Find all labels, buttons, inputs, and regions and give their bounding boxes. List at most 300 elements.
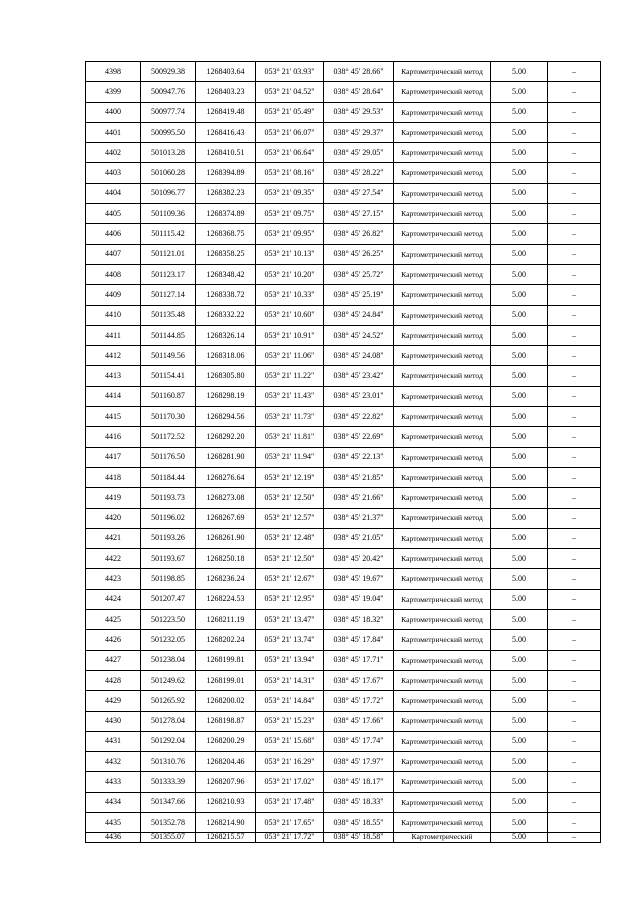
point-number-cell: 4418 bbox=[86, 467, 141, 487]
y-coordinate-cell: 1268419.48 bbox=[196, 102, 256, 122]
x-coordinate-cell: 501127.14 bbox=[141, 285, 196, 305]
table-row bbox=[86, 508, 601, 528]
accuracy-cell: 5.00 bbox=[491, 346, 548, 366]
x-coordinate-cell: 501115.42 bbox=[141, 224, 196, 244]
table-row bbox=[86, 589, 601, 609]
y-coordinate-cell: 1268200.29 bbox=[196, 731, 256, 751]
latitude-cell: 053° 21' 11.94" bbox=[256, 447, 324, 467]
note-cell: – bbox=[548, 630, 601, 650]
y-coordinate-cell: 1268199.01 bbox=[196, 670, 256, 690]
latitude-cell: 053° 21' 12.57" bbox=[256, 508, 324, 528]
x-coordinate-cell: 501207.47 bbox=[141, 589, 196, 609]
method-cell: Картометрический метод bbox=[394, 650, 491, 670]
latitude-cell: 053° 21' 09.75" bbox=[256, 204, 324, 224]
table-row bbox=[86, 427, 601, 447]
y-coordinate-cell: 1268410.51 bbox=[196, 143, 256, 163]
x-coordinate-cell: 501109.36 bbox=[141, 204, 196, 224]
latitude-cell: 053° 21' 16.29" bbox=[256, 752, 324, 772]
longitude-cell: 038° 45' 18.33" bbox=[324, 792, 394, 812]
accuracy-cell: 5.00 bbox=[491, 711, 548, 731]
x-coordinate-cell: 501193.73 bbox=[141, 488, 196, 508]
point-number-cell: 4415 bbox=[86, 407, 141, 427]
note-cell: – bbox=[548, 670, 601, 690]
method-cell: Картометрический метод bbox=[394, 792, 491, 812]
method-cell: Картометрический метод bbox=[394, 102, 491, 122]
method-cell: Картометрический метод bbox=[394, 812, 491, 832]
table-row bbox=[86, 163, 601, 183]
method-cell: Картометрический метод bbox=[394, 163, 491, 183]
latitude-cell: 053° 21' 11.81" bbox=[256, 427, 324, 447]
x-coordinate-cell: 501232.05 bbox=[141, 630, 196, 650]
method-cell: Картометрический метод bbox=[394, 488, 491, 508]
method-cell: Картометрический метод bbox=[394, 346, 491, 366]
longitude-cell: 038° 45' 28.64" bbox=[324, 82, 394, 102]
table-row bbox=[86, 285, 601, 305]
note-cell: – bbox=[548, 833, 601, 843]
table-row bbox=[86, 670, 601, 690]
x-coordinate-cell: 501160.87 bbox=[141, 386, 196, 406]
note-cell: – bbox=[548, 812, 601, 832]
x-coordinate-cell: 501265.92 bbox=[141, 691, 196, 711]
accuracy-cell: 5.00 bbox=[491, 812, 548, 832]
y-coordinate-cell: 1268204.46 bbox=[196, 752, 256, 772]
x-coordinate-cell: 500947.76 bbox=[141, 82, 196, 102]
y-coordinate-cell: 1268198.87 bbox=[196, 711, 256, 731]
method-cell: Картометрический метод bbox=[394, 508, 491, 528]
latitude-cell: 053° 21' 17.72" bbox=[256, 833, 324, 843]
longitude-cell: 038° 45' 18.58" bbox=[324, 833, 394, 843]
table-row bbox=[86, 752, 601, 772]
accuracy-cell: 5.00 bbox=[491, 792, 548, 812]
accuracy-cell: 5.00 bbox=[491, 407, 548, 427]
note-cell: – bbox=[548, 488, 601, 508]
table-row bbox=[86, 772, 601, 792]
latitude-cell: 053° 21' 12.67" bbox=[256, 569, 324, 589]
x-coordinate-cell: 501096.77 bbox=[141, 183, 196, 203]
y-coordinate-cell: 1268338.72 bbox=[196, 285, 256, 305]
table-row bbox=[86, 650, 601, 670]
point-number-cell: 4433 bbox=[86, 772, 141, 792]
longitude-cell: 038° 45' 17.71" bbox=[324, 650, 394, 670]
accuracy-cell: 5.00 bbox=[491, 549, 548, 569]
point-number-cell: 4398 bbox=[86, 62, 141, 82]
table-row bbox=[86, 711, 601, 731]
x-coordinate-cell: 501149.56 bbox=[141, 346, 196, 366]
point-number-cell: 4436 bbox=[86, 833, 141, 843]
y-coordinate-cell: 1268298.19 bbox=[196, 386, 256, 406]
point-number-cell: 4420 bbox=[86, 508, 141, 528]
note-cell: – bbox=[548, 305, 601, 325]
note-cell: – bbox=[548, 650, 601, 670]
table-row bbox=[86, 833, 601, 843]
note-cell: – bbox=[548, 610, 601, 630]
point-number-cell: 4414 bbox=[86, 386, 141, 406]
table-row bbox=[86, 264, 601, 284]
note-cell: – bbox=[548, 264, 601, 284]
latitude-cell: 053° 21' 11.43" bbox=[256, 386, 324, 406]
longitude-cell: 038° 45' 17.66" bbox=[324, 711, 394, 731]
y-coordinate-cell: 1268326.14 bbox=[196, 325, 256, 345]
point-number-cell: 4416 bbox=[86, 427, 141, 447]
y-coordinate-cell: 1268394.89 bbox=[196, 163, 256, 183]
longitude-cell: 038° 45' 28.66" bbox=[324, 62, 394, 82]
y-coordinate-cell: 1268416.43 bbox=[196, 122, 256, 142]
note-cell: – bbox=[548, 62, 601, 82]
point-number-cell: 4427 bbox=[86, 650, 141, 670]
method-cell: Картометрический метод bbox=[394, 467, 491, 487]
table-row bbox=[86, 528, 601, 548]
y-coordinate-cell: 1268261.90 bbox=[196, 528, 256, 548]
longitude-cell: 038° 45' 20.42" bbox=[324, 549, 394, 569]
y-coordinate-cell: 1268273.08 bbox=[196, 488, 256, 508]
method-cell: Картометрический bbox=[394, 833, 491, 843]
accuracy-cell: 5.00 bbox=[491, 508, 548, 528]
latitude-cell: 053° 21' 09.35" bbox=[256, 183, 324, 203]
x-coordinate-cell: 501292.04 bbox=[141, 731, 196, 751]
note-cell: – bbox=[548, 691, 601, 711]
accuracy-cell: 5.00 bbox=[491, 447, 548, 467]
accuracy-cell: 5.00 bbox=[491, 122, 548, 142]
longitude-cell: 038° 45' 28.22" bbox=[324, 163, 394, 183]
note-cell: – bbox=[548, 285, 601, 305]
table-row bbox=[86, 386, 601, 406]
y-coordinate-cell: 1268211.19 bbox=[196, 610, 256, 630]
accuracy-cell: 5.00 bbox=[491, 62, 548, 82]
x-coordinate-cell: 501176.50 bbox=[141, 447, 196, 467]
accuracy-cell: 5.00 bbox=[491, 244, 548, 264]
accuracy-cell: 5.00 bbox=[491, 386, 548, 406]
longitude-cell: 038° 45' 17.97" bbox=[324, 752, 394, 772]
table-row bbox=[86, 731, 601, 751]
table-row bbox=[86, 569, 601, 589]
y-coordinate-cell: 1268224.53 bbox=[196, 589, 256, 609]
x-coordinate-cell: 500995.50 bbox=[141, 122, 196, 142]
method-cell: Картометрический метод bbox=[394, 752, 491, 772]
longitude-cell: 038° 45' 26.82" bbox=[324, 224, 394, 244]
note-cell: – bbox=[548, 427, 601, 447]
y-coordinate-cell: 1268348.42 bbox=[196, 264, 256, 284]
note-cell: – bbox=[548, 386, 601, 406]
note-cell: – bbox=[548, 366, 601, 386]
point-number-cell: 4429 bbox=[86, 691, 141, 711]
note-cell: – bbox=[548, 467, 601, 487]
longitude-cell: 038° 45' 21.85" bbox=[324, 467, 394, 487]
method-cell: Картометрический метод bbox=[394, 264, 491, 284]
point-number-cell: 4425 bbox=[86, 610, 141, 630]
note-cell: – bbox=[548, 224, 601, 244]
accuracy-cell: 5.00 bbox=[491, 467, 548, 487]
longitude-cell: 038° 45' 19.67" bbox=[324, 569, 394, 589]
accuracy-cell: 5.00 bbox=[491, 650, 548, 670]
y-coordinate-cell: 1268294.56 bbox=[196, 407, 256, 427]
latitude-cell: 053° 21' 17.02" bbox=[256, 772, 324, 792]
point-number-cell: 4408 bbox=[86, 264, 141, 284]
longitude-cell: 038° 45' 29.37" bbox=[324, 122, 394, 142]
point-number-cell: 4407 bbox=[86, 244, 141, 264]
table-row bbox=[86, 82, 601, 102]
y-coordinate-cell: 1268210.93 bbox=[196, 792, 256, 812]
point-number-cell: 4409 bbox=[86, 285, 141, 305]
table-row bbox=[86, 792, 601, 812]
longitude-cell: 038° 45' 27.15" bbox=[324, 204, 394, 224]
longitude-cell: 038° 45' 25.72" bbox=[324, 264, 394, 284]
point-number-cell: 4431 bbox=[86, 731, 141, 751]
method-cell: Картометрический метод bbox=[394, 630, 491, 650]
point-number-cell: 4399 bbox=[86, 82, 141, 102]
latitude-cell: 053° 21' 10.20" bbox=[256, 264, 324, 284]
longitude-cell: 038° 45' 22.82" bbox=[324, 407, 394, 427]
latitude-cell: 053° 21' 10.33" bbox=[256, 285, 324, 305]
point-number-cell: 4404 bbox=[86, 183, 141, 203]
note-cell: – bbox=[548, 569, 601, 589]
method-cell: Картометрический метод bbox=[394, 610, 491, 630]
accuracy-cell: 5.00 bbox=[491, 163, 548, 183]
table-row bbox=[86, 204, 601, 224]
table-row bbox=[86, 366, 601, 386]
latitude-cell: 053° 21' 06.64" bbox=[256, 143, 324, 163]
point-number-cell: 4426 bbox=[86, 630, 141, 650]
accuracy-cell: 5.00 bbox=[491, 143, 548, 163]
note-cell: – bbox=[548, 752, 601, 772]
point-number-cell: 4403 bbox=[86, 163, 141, 183]
accuracy-cell: 5.00 bbox=[491, 224, 548, 244]
latitude-cell: 053° 21' 12.50" bbox=[256, 549, 324, 569]
point-number-cell: 4417 bbox=[86, 447, 141, 467]
point-number-cell: 4413 bbox=[86, 366, 141, 386]
y-coordinate-cell: 1268368.75 bbox=[196, 224, 256, 244]
longitude-cell: 038° 45' 17.84" bbox=[324, 630, 394, 650]
point-number-cell: 4423 bbox=[86, 569, 141, 589]
latitude-cell: 053° 21' 17.65" bbox=[256, 812, 324, 832]
x-coordinate-cell: 501013.28 bbox=[141, 143, 196, 163]
latitude-cell: 053° 21' 12.19" bbox=[256, 467, 324, 487]
table-row bbox=[86, 183, 601, 203]
accuracy-cell: 5.00 bbox=[491, 325, 548, 345]
x-coordinate-cell: 501060.28 bbox=[141, 163, 196, 183]
table-row bbox=[86, 62, 601, 82]
table-row bbox=[86, 488, 601, 508]
point-number-cell: 4434 bbox=[86, 792, 141, 812]
x-coordinate-cell: 501196.02 bbox=[141, 508, 196, 528]
accuracy-cell: 5.00 bbox=[491, 82, 548, 102]
accuracy-cell: 5.00 bbox=[491, 366, 548, 386]
x-coordinate-cell: 500929.38 bbox=[141, 62, 196, 82]
longitude-cell: 038° 45' 17.74" bbox=[324, 731, 394, 751]
longitude-cell: 038° 45' 18.55" bbox=[324, 812, 394, 832]
point-number-cell: 4400 bbox=[86, 102, 141, 122]
latitude-cell: 053° 21' 04.52" bbox=[256, 82, 324, 102]
method-cell: Картометрический метод bbox=[394, 62, 491, 82]
latitude-cell: 053° 21' 17.48" bbox=[256, 792, 324, 812]
point-number-cell: 4424 bbox=[86, 589, 141, 609]
accuracy-cell: 5.00 bbox=[491, 691, 548, 711]
latitude-cell: 053° 21' 12.48" bbox=[256, 528, 324, 548]
method-cell: Картометрический метод bbox=[394, 224, 491, 244]
latitude-cell: 053° 21' 13.94" bbox=[256, 650, 324, 670]
method-cell: Картометрический метод bbox=[394, 427, 491, 447]
note-cell: – bbox=[548, 143, 601, 163]
note-cell: – bbox=[548, 346, 601, 366]
longitude-cell: 038° 45' 21.37" bbox=[324, 508, 394, 528]
note-cell: – bbox=[548, 82, 601, 102]
x-coordinate-cell: 501144.85 bbox=[141, 325, 196, 345]
y-coordinate-cell: 1268236.24 bbox=[196, 569, 256, 589]
latitude-cell: 053° 21' 15.68" bbox=[256, 731, 324, 751]
accuracy-cell: 5.00 bbox=[491, 264, 548, 284]
latitude-cell: 053° 21' 13.47" bbox=[256, 610, 324, 630]
accuracy-cell: 5.00 bbox=[491, 752, 548, 772]
point-number-cell: 4401 bbox=[86, 122, 141, 142]
latitude-cell: 053° 21' 03.93" bbox=[256, 62, 324, 82]
method-cell: Картометрический метод bbox=[394, 285, 491, 305]
table-row bbox=[86, 610, 601, 630]
note-cell: – bbox=[548, 122, 601, 142]
longitude-cell: 038° 45' 17.72" bbox=[324, 691, 394, 711]
note-cell: – bbox=[548, 731, 601, 751]
latitude-cell: 053° 21' 09.95" bbox=[256, 224, 324, 244]
accuracy-cell: 5.00 bbox=[491, 833, 548, 843]
coordinates-table bbox=[85, 61, 601, 843]
method-cell: Картометрический метод bbox=[394, 731, 491, 751]
note-cell: – bbox=[548, 244, 601, 264]
longitude-cell: 038° 45' 23.42" bbox=[324, 366, 394, 386]
x-coordinate-cell: 501249.62 bbox=[141, 670, 196, 690]
note-cell: – bbox=[548, 549, 601, 569]
method-cell: Картометрический метод bbox=[394, 82, 491, 102]
latitude-cell: 053° 21' 14.31" bbox=[256, 670, 324, 690]
y-coordinate-cell: 1268305.80 bbox=[196, 366, 256, 386]
longitude-cell: 038° 45' 29.53" bbox=[324, 102, 394, 122]
method-cell: Картометрический метод bbox=[394, 143, 491, 163]
accuracy-cell: 5.00 bbox=[491, 772, 548, 792]
y-coordinate-cell: 1268267.69 bbox=[196, 508, 256, 528]
point-number-cell: 4421 bbox=[86, 528, 141, 548]
method-cell: Картометрический метод bbox=[394, 589, 491, 609]
y-coordinate-cell: 1268382.23 bbox=[196, 183, 256, 203]
longitude-cell: 038° 45' 24.84" bbox=[324, 305, 394, 325]
accuracy-cell: 5.00 bbox=[491, 528, 548, 548]
method-cell: Картометрический метод bbox=[394, 569, 491, 589]
y-coordinate-cell: 1268200.02 bbox=[196, 691, 256, 711]
point-number-cell: 4422 bbox=[86, 549, 141, 569]
method-cell: Картометрический метод bbox=[394, 244, 491, 264]
accuracy-cell: 5.00 bbox=[491, 610, 548, 630]
x-coordinate-cell: 501347.66 bbox=[141, 792, 196, 812]
x-coordinate-cell: 501193.67 bbox=[141, 549, 196, 569]
table-row bbox=[86, 102, 601, 122]
point-number-cell: 4410 bbox=[86, 305, 141, 325]
latitude-cell: 053° 21' 11.06" bbox=[256, 346, 324, 366]
accuracy-cell: 5.00 bbox=[491, 427, 548, 447]
accuracy-cell: 5.00 bbox=[491, 630, 548, 650]
table-row bbox=[86, 143, 601, 163]
method-cell: Картометрический метод bbox=[394, 772, 491, 792]
method-cell: Картометрический метод bbox=[394, 305, 491, 325]
point-number-cell: 4428 bbox=[86, 670, 141, 690]
x-coordinate-cell: 501238.04 bbox=[141, 650, 196, 670]
note-cell: – bbox=[548, 508, 601, 528]
method-cell: Картометрический метод bbox=[394, 366, 491, 386]
point-number-cell: 4435 bbox=[86, 812, 141, 832]
x-coordinate-cell: 501352.78 bbox=[141, 812, 196, 832]
note-cell: – bbox=[548, 163, 601, 183]
method-cell: Картометрический метод bbox=[394, 549, 491, 569]
y-coordinate-cell: 1268276.64 bbox=[196, 467, 256, 487]
longitude-cell: 038° 45' 18.32" bbox=[324, 610, 394, 630]
table-row bbox=[86, 305, 601, 325]
accuracy-cell: 5.00 bbox=[491, 305, 548, 325]
point-number-cell: 4419 bbox=[86, 488, 141, 508]
note-cell: – bbox=[548, 528, 601, 548]
accuracy-cell: 5.00 bbox=[491, 488, 548, 508]
longitude-cell: 038° 45' 22.13" bbox=[324, 447, 394, 467]
method-cell: Картометрический метод bbox=[394, 711, 491, 731]
x-coordinate-cell: 501198.85 bbox=[141, 569, 196, 589]
table-row bbox=[86, 467, 601, 487]
longitude-cell: 038° 45' 21.05" bbox=[324, 528, 394, 548]
table-row bbox=[86, 325, 601, 345]
x-coordinate-cell: 501184.44 bbox=[141, 467, 196, 487]
latitude-cell: 053° 21' 13.74" bbox=[256, 630, 324, 650]
y-coordinate-cell: 1268202.24 bbox=[196, 630, 256, 650]
point-number-cell: 4405 bbox=[86, 204, 141, 224]
method-cell: Картометрический метод bbox=[394, 122, 491, 142]
x-coordinate-cell: 501121.01 bbox=[141, 244, 196, 264]
method-cell: Картометрический метод bbox=[394, 325, 491, 345]
y-coordinate-cell: 1268318.06 bbox=[196, 346, 256, 366]
note-cell: – bbox=[548, 589, 601, 609]
latitude-cell: 053° 21' 12.50" bbox=[256, 488, 324, 508]
latitude-cell: 053° 21' 10.91" bbox=[256, 325, 324, 345]
x-coordinate-cell: 501170.30 bbox=[141, 407, 196, 427]
y-coordinate-cell: 1268207.96 bbox=[196, 772, 256, 792]
point-number-cell: 4402 bbox=[86, 143, 141, 163]
table-row bbox=[86, 224, 601, 244]
accuracy-cell: 5.00 bbox=[491, 183, 548, 203]
longitude-cell: 038° 45' 26.25" bbox=[324, 244, 394, 264]
latitude-cell: 053° 21' 08.16" bbox=[256, 163, 324, 183]
longitude-cell: 038° 45' 29.05" bbox=[324, 143, 394, 163]
coordinates-table-body bbox=[86, 62, 601, 843]
note-cell: – bbox=[548, 772, 601, 792]
longitude-cell: 038° 45' 23.01" bbox=[324, 386, 394, 406]
method-cell: Картометрический метод bbox=[394, 407, 491, 427]
x-coordinate-cell: 501278.04 bbox=[141, 711, 196, 731]
table-row bbox=[86, 630, 601, 650]
y-coordinate-cell: 1268403.23 bbox=[196, 82, 256, 102]
longitude-cell: 038° 45' 24.52" bbox=[324, 325, 394, 345]
x-coordinate-cell: 501154.41 bbox=[141, 366, 196, 386]
y-coordinate-cell: 1268250.18 bbox=[196, 549, 256, 569]
accuracy-cell: 5.00 bbox=[491, 731, 548, 751]
y-coordinate-cell: 1268374.89 bbox=[196, 204, 256, 224]
x-coordinate-cell: 501333.39 bbox=[141, 772, 196, 792]
longitude-cell: 038° 45' 18.17" bbox=[324, 772, 394, 792]
note-cell: – bbox=[548, 447, 601, 467]
y-coordinate-cell: 1268214.90 bbox=[196, 812, 256, 832]
x-coordinate-cell: 501123.17 bbox=[141, 264, 196, 284]
latitude-cell: 053° 21' 12.95" bbox=[256, 589, 324, 609]
latitude-cell: 053° 21' 10.60" bbox=[256, 305, 324, 325]
longitude-cell: 038° 45' 17.67" bbox=[324, 670, 394, 690]
accuracy-cell: 5.00 bbox=[491, 589, 548, 609]
latitude-cell: 053° 21' 15.23" bbox=[256, 711, 324, 731]
y-coordinate-cell: 1268199.81 bbox=[196, 650, 256, 670]
y-coordinate-cell: 1268292.20 bbox=[196, 427, 256, 447]
table-row bbox=[86, 244, 601, 264]
table-row bbox=[86, 812, 601, 832]
latitude-cell: 053° 21' 06.07" bbox=[256, 122, 324, 142]
